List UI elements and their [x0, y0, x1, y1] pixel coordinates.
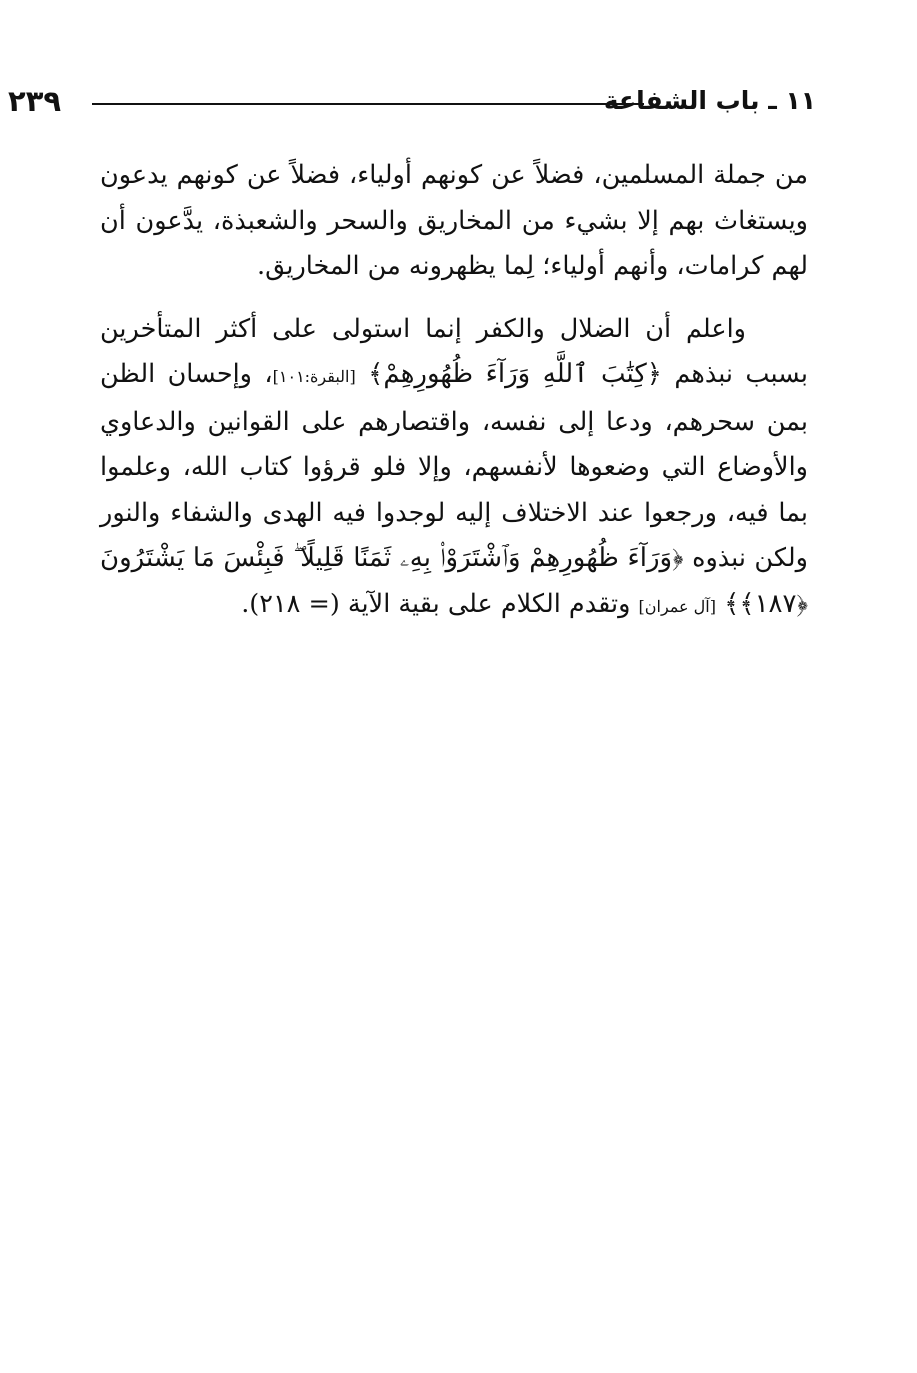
verse-reference-2: [آل عمران]: [638, 596, 716, 616]
paragraph-1: من جملة المسلمين، فضلاً عن كونهم أولياء، فضلاً عن كونهم يدعون ويستغاث بهم إلا بشيء من المخاريق والسحر والشعبذة، يدَّعون أن لهم كرامات، وأنهم أولياء؛ لِما يظهرونه من المخاريق.: [100, 160, 808, 281]
header-rule: [92, 103, 644, 105]
verse-reference-1: [البقرة:١٠١]: [272, 367, 356, 386]
paragraph-2: [100, 307, 808, 630]
paragraph-2-text-1: واعلم أن الضلال والكفر إنما استولى على أكثر المتأخرين بسبب نبذهم: [100, 313, 808, 389]
chapter-title: ١١ ـ باب الشفاعة: [603, 86, 816, 115]
quran-verse-1: ﴿كِتَٰبَ ٱللَّهِ وَرَآءَ ظُهُورِهِمْ﴾: [368, 359, 663, 389]
page-number: ٢٣٩: [8, 84, 62, 118]
page-header: [8, 84, 816, 124]
main-text: [100, 153, 808, 629]
paragraph-2-text-3: وتقدم الكلام على بقية الآية (= ٢١٨).: [241, 588, 631, 619]
paragraph-2-text-2: ، وإحسان الظن بمن سحرهم، ودعا إلى نفسه، واقتصارهم على القوانين والدعاوي والأوضاع التي وضعوها لأنفسهم، وإلا فلو قرؤوا كتاب الله، وعلموا بما فيه، ورجعوا عند الاختلاف إليه لوجدوا فيه الهدى والشفاء والنور ولكن نبذوه: [100, 359, 809, 573]
quran-verse-2: ﴿وَرَآءَ ظُهُورِهِمْ وَٱشْتَرَوْا۟ بِهِۦ ثَمَنًا قَلِيلًا ۖ فَبِئْسَ مَا يَشْتَرُونَ ﴿١٨٧﴾﴾: [100, 543, 808, 619]
